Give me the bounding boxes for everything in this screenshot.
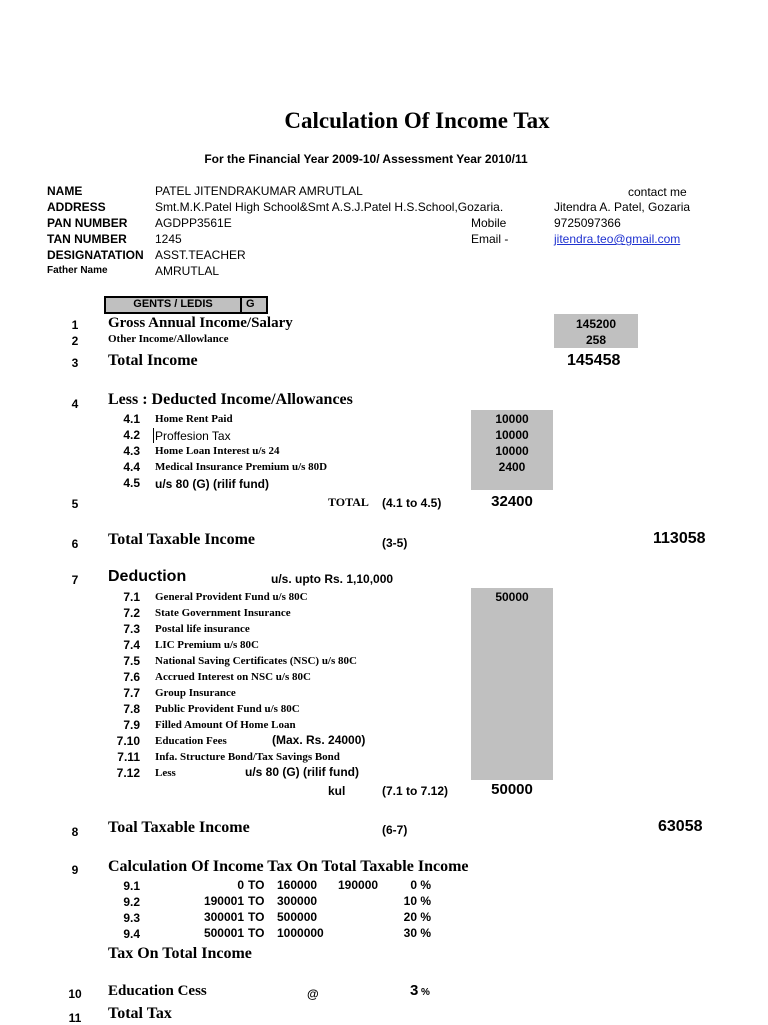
taxable-income-value: 113058 bbox=[653, 530, 706, 547]
slab-rate: 0 % bbox=[410, 878, 431, 892]
item-number: 7.5 bbox=[123, 654, 140, 668]
page-title: Calculation Of Income Tax bbox=[284, 108, 550, 133]
deduction-input-cells bbox=[471, 588, 553, 780]
slab-from: 500001 bbox=[203, 926, 244, 940]
slab-rate: 10 % bbox=[403, 894, 431, 908]
tax-calculation-heading: Calculation Of Income Tax On Total Taxable Income bbox=[108, 858, 469, 875]
row-number: 4 bbox=[71, 397, 79, 411]
designation-label: DESIGNATATION bbox=[47, 248, 144, 262]
less-item-value[interactable]: 10000 bbox=[495, 444, 529, 458]
deduction-item-label: Postal life insurance bbox=[155, 623, 250, 635]
slab-number: 9.2 bbox=[123, 895, 140, 909]
gender-box-divider bbox=[240, 296, 242, 314]
less-item-label: u/s 80 (G) (rilif fund) bbox=[155, 477, 269, 491]
less-deducted-heading: Less : Deducted Income/Allowances bbox=[108, 391, 353, 408]
slab-rate: 30 % bbox=[403, 926, 431, 940]
slab-from: 0 bbox=[237, 878, 244, 892]
total-income-value: 145458 bbox=[567, 352, 621, 369]
taxable-income-label: Total Taxable Income bbox=[108, 531, 255, 548]
slab-to: 160000 bbox=[277, 878, 318, 892]
gross-income-value[interactable]: 145200 bbox=[575, 317, 617, 331]
total-income-label: Total Income bbox=[108, 352, 198, 369]
email-label: Email - bbox=[471, 232, 509, 246]
deduction-item-label: Group Insurance bbox=[155, 687, 236, 699]
less-item-value[interactable]: 2400 bbox=[498, 460, 526, 474]
deduction-total-label: kul bbox=[328, 784, 346, 798]
address-label: ADDRESS bbox=[47, 200, 106, 214]
row-number: 1 bbox=[71, 318, 79, 332]
item-number: 7.6 bbox=[123, 670, 140, 684]
less-total-value: 32400 bbox=[491, 493, 533, 510]
gross-income-label: Gross Annual Income/Salary bbox=[108, 315, 293, 331]
less-total-label: TOTAL bbox=[328, 495, 369, 509]
slab-extra: 190000 bbox=[338, 878, 379, 892]
mobile-value: 9725097366 bbox=[554, 216, 621, 230]
slab-number: 9.1 bbox=[123, 879, 140, 893]
education-cess-at: @ bbox=[307, 987, 319, 1001]
address-value: Smt.M.K.Patel High School&Smt A.S.J.Patel H.S.School,Gozaria. bbox=[155, 200, 504, 214]
row-number: 6 bbox=[71, 537, 79, 551]
item-number: 7.9 bbox=[123, 718, 140, 732]
item-number: 7.8 bbox=[123, 702, 140, 716]
slab-number: 9.3 bbox=[123, 911, 140, 925]
name-value: PATEL JITENDRAKUMAR AMRUTLAL bbox=[155, 184, 363, 198]
deduction-item-label: Infa. Structure Bond/Tax Savings Bond bbox=[155, 751, 340, 763]
item-number: 7.10 bbox=[116, 734, 140, 748]
less-total-ref: (4.1 to 4.5) bbox=[382, 496, 442, 510]
slab-to-word: TO bbox=[248, 910, 265, 924]
deduction-total-ref: (7.1 to 7.12) bbox=[382, 784, 449, 798]
less-item-value[interactable]: 10000 bbox=[495, 428, 529, 442]
slab-to-word: TO bbox=[248, 926, 265, 940]
row-number: 10 bbox=[68, 987, 82, 1001]
less-item-label: Medical Insurance Premium u/s 80D bbox=[155, 461, 328, 473]
email-link[interactable]: jitendra.teo@gmail.com bbox=[554, 232, 681, 246]
father-label: Father Name bbox=[47, 265, 108, 276]
row-number: 7 bbox=[71, 573, 79, 587]
gender-value[interactable]: G bbox=[246, 298, 255, 310]
deduction-limit-note: u/s. upto Rs. 1,10,000 bbox=[271, 572, 394, 586]
item-number: 7.1 bbox=[123, 590, 140, 604]
slab-from: 300001 bbox=[203, 910, 244, 924]
item-number: 7.12 bbox=[116, 766, 140, 780]
father-value: AMRUTLAL bbox=[155, 264, 220, 278]
slab-to: 300000 bbox=[277, 894, 318, 908]
less-item-label: Home Rent Paid bbox=[155, 413, 233, 425]
item-number: 7.4 bbox=[123, 638, 140, 652]
deduction-item-label: Filled Amount Of Home Loan bbox=[155, 719, 296, 731]
deduction-item-note: u/s 80 (G) (rilif fund) bbox=[245, 765, 359, 779]
row-number: 9 bbox=[71, 863, 79, 877]
item-number: 4.1 bbox=[123, 412, 140, 426]
item-number: 7.11 bbox=[117, 750, 140, 764]
slab-to: 1000000 bbox=[277, 926, 324, 940]
item-number: 4.4 bbox=[123, 460, 140, 474]
contact-label: contact me bbox=[628, 185, 687, 199]
gender-label: GENTS / LEDIS bbox=[133, 298, 213, 310]
item-number: 4.3 bbox=[123, 444, 140, 458]
slab-to-word: TO bbox=[248, 878, 265, 892]
total-tax-label: Total Tax bbox=[108, 1005, 172, 1022]
deduction-item-label: General Provident Fund u/s 80C bbox=[155, 591, 308, 603]
item-number: 7.7 bbox=[123, 686, 140, 700]
pan-label: PAN NUMBER bbox=[47, 216, 128, 230]
mobile-label: Mobile bbox=[471, 216, 507, 230]
education-cess-rate[interactable]: 3 bbox=[410, 982, 419, 999]
deduction-heading: Deduction bbox=[108, 568, 187, 585]
item-number: 4.2 bbox=[123, 428, 140, 442]
designation-value: ASST.TEACHER bbox=[155, 248, 246, 262]
less-item-value[interactable]: 10000 bbox=[495, 412, 529, 426]
slab-to: 500000 bbox=[277, 910, 318, 924]
final-taxable-income-label: Toal Taxable Income bbox=[108, 819, 250, 836]
pan-value: AGDPP3561E bbox=[155, 216, 232, 230]
slab-number: 9.4 bbox=[123, 927, 140, 941]
row-number: 3 bbox=[71, 356, 79, 370]
deduction-item-value[interactable]: 50000 bbox=[495, 590, 529, 604]
row-number: 8 bbox=[71, 825, 79, 839]
slab-from: 190001 bbox=[203, 894, 244, 908]
item-number: 4.5 bbox=[123, 476, 140, 490]
slab-rate: 20 % bbox=[403, 910, 431, 924]
other-income-label: Other Income/Allowlance bbox=[108, 333, 229, 345]
row-number: 11 bbox=[68, 1011, 82, 1025]
less-item-label: Proffesion Tax bbox=[155, 429, 231, 443]
deduction-total-value: 50000 bbox=[491, 781, 533, 798]
tan-value: 1245 bbox=[155, 232, 182, 246]
deduction-item-note: (Max. Rs. 24000) bbox=[272, 733, 366, 747]
page-subtitle: For the Financial Year 2009-10/ Assessment Year 2010/11 bbox=[204, 152, 528, 166]
row-number: 5 bbox=[71, 497, 79, 511]
deduction-item-label: Accrued Interest on NSC u/s 80C bbox=[155, 671, 311, 683]
deduction-item-label: Education Fees bbox=[155, 735, 227, 747]
deduction-item-label: National Saving Certificates (NSC) u/s 80C bbox=[155, 655, 357, 667]
deduction-item-label: Public Provident Fund u/s 80C bbox=[155, 703, 300, 715]
deduction-item-label: LIC Premium u/s 80C bbox=[155, 639, 259, 651]
tax-on-income-label: Tax On Total Income bbox=[108, 945, 252, 962]
deduction-item-label: Less bbox=[155, 767, 176, 779]
final-taxable-income-value: 63058 bbox=[658, 818, 703, 835]
education-cess-label: Education Cess bbox=[108, 983, 207, 999]
tan-label: TAN NUMBER bbox=[47, 232, 127, 246]
taxable-income-ref: (3-5) bbox=[382, 536, 408, 550]
row-number: 2 bbox=[71, 334, 79, 348]
other-income-value[interactable]: 258 bbox=[585, 333, 607, 347]
name-label: NAME bbox=[47, 184, 83, 198]
deduction-item-label: State Government Insurance bbox=[155, 607, 291, 619]
contact-name: Jitendra A. Patel, Gozaria bbox=[554, 200, 691, 214]
item-number: 7.2 bbox=[123, 606, 140, 620]
slab-to-word: TO bbox=[248, 894, 265, 908]
education-cess-percent: % bbox=[421, 987, 430, 998]
final-taxable-income-ref: (6-7) bbox=[382, 823, 408, 837]
text-cursor bbox=[153, 428, 154, 443]
item-number: 7.3 bbox=[123, 622, 140, 636]
less-item-label: Home Loan Interest u/s 24 bbox=[155, 445, 280, 457]
